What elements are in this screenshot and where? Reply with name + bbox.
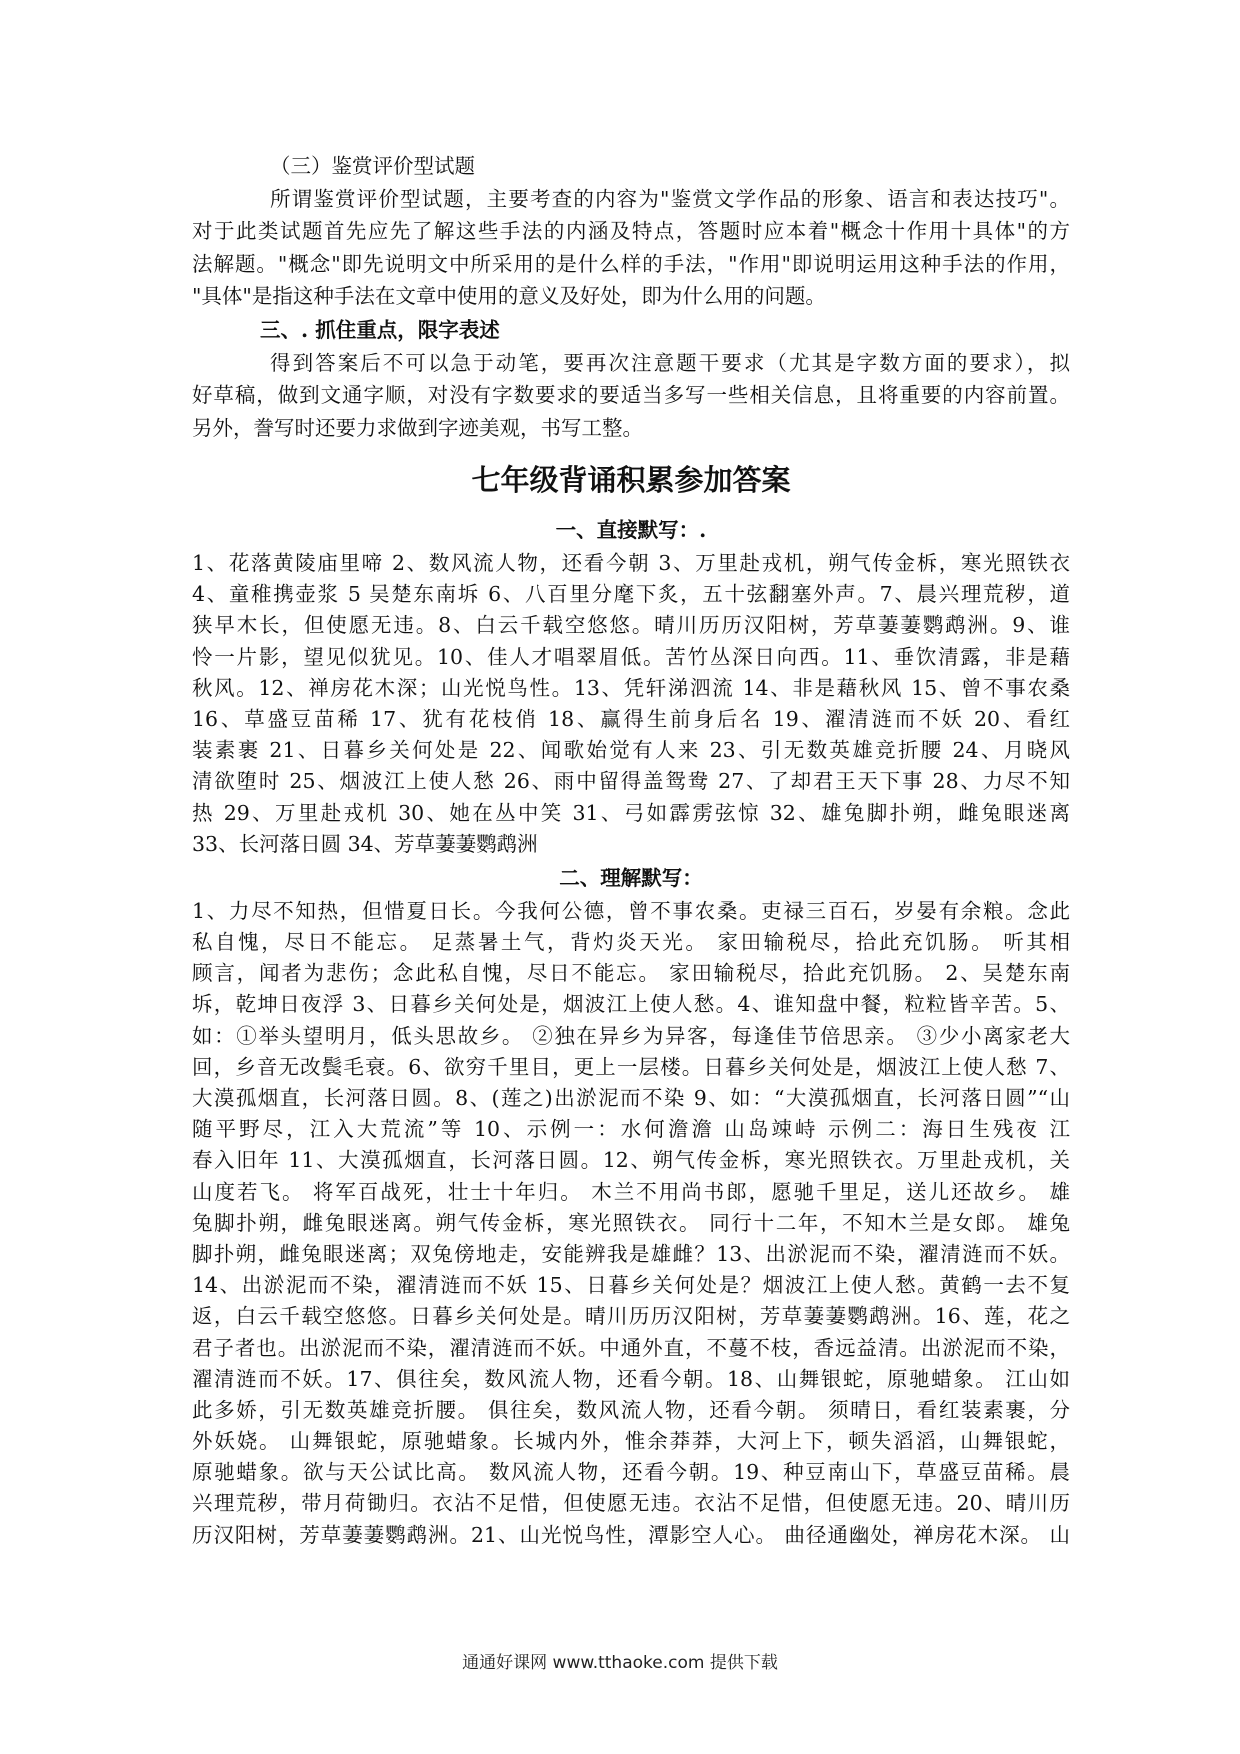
answer-line: 兔脚扑朔，雌兔眼迷离。朔气传金柝，寒光照铁衣。 同行十二年，不知木兰是女郎。 雄兔 — [192, 1210, 1070, 1235]
answer-line: 大漠孤烟直，长河落日圆。8、(莲之)出淤泥而不染 9、如：“大漠孤烟直，长河落日圆”“山 — [192, 1086, 1070, 1110]
answer-line: 原驰蜡象。欲与天公试比高。 数风流人物，还看今朝。19、种豆南山下，草盛豆苗稀。晨 — [192, 1460, 1070, 1485]
paragraph-line: 另外，誊写时还要力求做到字迹美观，书写工整。 — [192, 415, 643, 440]
answer-line: 随平野尽，江入大荒流”等 10、示例一：水何澹澹 山岛竦峙 示例二：海日生残夜 江 — [192, 1117, 1070, 1142]
answer-line: 外妖娆。 山舞银蛇，原驰蜡象。长城内外，惟余莽莽，大河上下，顿失滔滔，山舞银蛇， — [192, 1429, 1070, 1454]
answer-line: 怜一片影，望见似犹见。10、佳人才唱翠眉低。苦竹丛深日向西。11、垂饮清露，非是藉 — [192, 644, 1070, 669]
answer-line: 兴理荒秽，带月荷锄归。衣沾不足惜，但使愿无违。衣沾不足惜，但使愿无违。20、晴川历 — [192, 1491, 1070, 1516]
part-one-title: 一、直接默写：. — [555, 518, 707, 542]
answer-line: 4、童稚携壶浆 5 吴楚东南坼 6、八百里分麾下炙，五十弦翻塞外声。7、晨兴理荒秽，道 — [192, 582, 1070, 607]
answer-line: 春入旧年 11、大漠孤烟直，长河落日圆。12、朔气传金柝，寒光照铁衣。万里赴戎机，关 — [192, 1148, 1070, 1173]
answer-line: 热 29、万里赴戎机 30、她在丛中笑 31、弓如霹雳弦惊 32、雄兔脚扑朔，雌兔眼迷离 — [192, 800, 1070, 825]
answer-line: 16、草盛豆苗稀 17、犹有花枝俏 18、赢得生前身后名 19、濯清涟而不妖 20、看红 — [192, 706, 1070, 731]
answer-line: 14、出淤泥而不染，濯清涟而不妖 15、日暮乡关何处是？烟波江上使人愁。黄鹤一去不复 — [192, 1273, 1070, 1298]
answer-line: 君子者也。出淤泥而不染，濯清涟而不妖。中通外直，不蔓不枝，香远益清。出淤泥而不染， — [192, 1335, 1070, 1360]
paragraph-line: 对于此类试题首先应先了解这些手法的内涵及特点，答题时应本着"概念十作用十具体"的方 — [192, 219, 1070, 243]
answer-line: 回，乡音无改鬓毛衰。6、欲穷千里目，更上一层楼。日暮乡关何处是，烟波江上使人愁 7、 — [192, 1054, 1070, 1079]
answer-line: 山度若飞。 将军百战死，壮士十年归。 木兰不用尚书郎，愿驰千里足，送儿还故乡。 雄 — [192, 1179, 1070, 1204]
section-three-paragraph — [192, 347, 1070, 445]
paragraph-line: "具体"是指这种手法在文章中使用的意义及好处，即为什么用的问题。 — [192, 284, 826, 308]
paragraph-line: 好草稿，做到文通字顺，对没有字数要求的要适当多写一些相关信息，且将重要的内容前置。 — [192, 383, 1070, 407]
answer-line: 如：①举头望明月，低头思故乡。 ②独在异乡为异客，每逢佳节倍思亲。 ③少小离家老大 — [192, 1023, 1070, 1048]
answer-line: 狭早木长，但使愿无违。8、白云千载空悠悠。晴川历历汉阳树，芳草萋萋鹦鹉洲。9、谁 — [192, 613, 1070, 638]
answer-line: 顾言，闻者为悲伤；念此私自愧，尽日不能忘。 家田输税尽，拾此充饥肠。 2、吴楚东南 — [192, 961, 1070, 986]
answer-line: 返，白云千载空悠悠。日暮乡关何处是。晴川历历汉阳树，芳草萋萋鹦鹉洲。16、莲，花之 — [192, 1304, 1070, 1329]
answer-line: 濯清涟而不妖。17、俱往矣，数风流人物，还看今朝。18、山舞银蛇，原驰蜡象。 江山如 — [192, 1366, 1070, 1391]
section-three-heading: 三、. 抓住重点，限字表述 — [260, 317, 500, 342]
main-title: 七年级背诵积累参加答案 — [471, 463, 791, 497]
answer-line: 1、力尽不知热，但惜夏日长。今我何公德，曾不事农桑。吏禄三百石，岁晏有余粮。念此 — [192, 898, 1070, 923]
paragraph-line: 得到答案后不可以急于动笔，要再次注意题干要求（尤其是字数方面的要求），拟 — [270, 350, 1070, 375]
part-three-heading: （三）鉴赏评价型试题 — [270, 154, 475, 178]
page-footer: 通通好课网 www.tthaoke.com 提供下载 — [462, 1653, 778, 1673]
answer-line: 此多娇，引无数英雄竞折腰。 俱往矣，数风流人物，还看今朝。 须晴日，看红装素裹，分 — [192, 1397, 1070, 1422]
part-one-answers — [192, 548, 1070, 860]
answer-line: 装素裹 21、日暮乡关何处是 22、闻歌始觉有人来 23、引无数英雄竞折腰 24、月晓风 — [192, 738, 1070, 763]
paragraph-line: 所谓鉴赏评价型试题，主要考查的内容为"鉴赏文学作品的形象、语言和表达技巧"。 — [270, 186, 1070, 211]
document-body — [192, 150, 1070, 1551]
answer-line: 清欲堕时 25、烟波江上使人愁 26、雨中留得盖鸳鸯 27、了却君王天下事 28、力尽不知 — [192, 769, 1070, 794]
answer-line: 秋风。12、禅房花木深；山光悦鸟性。13、凭轩涕泗流 14、非是藉秋风 15、曾不事农桑 — [192, 675, 1070, 700]
answer-line: 私自愧，尽日不能忘。 足蒸暑土气，背灼炎天光。 家田输税尽，拾此充饥肠。 听其相 — [192, 930, 1070, 955]
answer-line: 33、长河落日圆 34、芳草萋萋鹦鹉洲 — [192, 831, 538, 856]
part-three-paragraph — [192, 183, 1070, 313]
part-two-title: 二、理解默写： — [559, 865, 703, 890]
answer-line: 历汉阳树，芳草萋萋鹦鹉洲。21、山光悦鸟性，潭影空人心。 曲径通幽处，禅房花木深。 山 — [192, 1522, 1070, 1547]
paragraph-line: 法解题。"概念"即先说明文中所采用的是什么样的手法，"作用"即说明运用这种手法的作用， — [192, 251, 1070, 276]
answer-line: 1、花落黄陵庙里啼 2、数风流人物，还看今朝 3、万里赴戎机，朔气传金柝，寒光照铁衣 — [192, 551, 1070, 575]
part-two-answers — [192, 896, 1070, 1551]
answer-line: 脚扑朔，雌兔眼迷离；双兔傍地走，安能辨我是雄雌？13、出淤泥而不染，濯清涟而不妖。 — [192, 1241, 1070, 1266]
answer-line: 坼，乾坤日夜浮 3、日暮乡关何处是，烟波江上使人愁。4、谁知盘中餐，粒粒皆辛苦。5、 — [192, 992, 1070, 1017]
